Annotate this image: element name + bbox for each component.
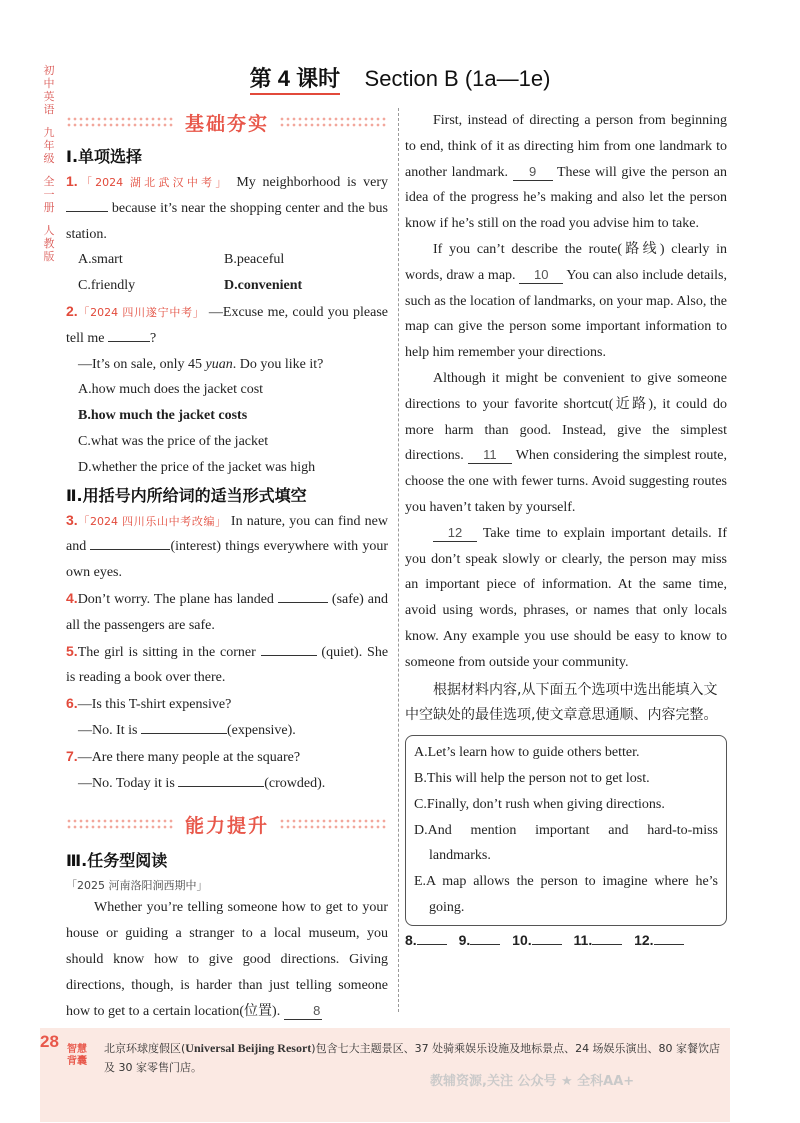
reading-para-4	[405, 366, 727, 521]
option-a[interactable]: A.how much does the jacket cost	[78, 382, 264, 398]
answer-blank[interactable]	[90, 535, 170, 550]
answer-blank[interactable]	[592, 930, 622, 945]
answer-blank[interactable]	[532, 930, 562, 945]
answer-label: 9.	[458, 931, 471, 948]
option-d[interactable]: D.And mention important and hard-to-miss landmarks.	[414, 822, 718, 864]
option-b[interactable]: B.This will help the person not to get lost.	[414, 770, 650, 786]
reading-para-1	[66, 895, 388, 1024]
side-char: 初	[43, 64, 55, 77]
paragraph-text: Although it might be convenient to give someone directions to your favorite shortcut(近路), it could do more harm than good. Instead, give the simplest directions.	[405, 370, 727, 464]
side-char: 册	[43, 201, 55, 214]
option-b[interactable]: B.how much the jacket costs	[78, 408, 248, 424]
wisdom-badge: 智慧背囊	[67, 1044, 87, 1067]
lesson-suffix: 课时	[296, 66, 341, 91]
side-label	[40, 64, 58, 263]
option-e[interactable]: E.A map allows the person to imagine where he’s going.	[414, 874, 718, 915]
question-number: 5.	[66, 642, 78, 659]
question-source: 「2024 湖北武汉中考」	[77, 176, 230, 189]
banner-dots	[66, 116, 175, 128]
column-divider	[398, 108, 399, 1012]
banner-dots	[279, 116, 388, 128]
question-number: 4.	[66, 589, 78, 606]
question-text: and all the passengers are safe.	[66, 591, 389, 633]
reading-source: 「2025 河南洛阳涧西期中」	[66, 879, 208, 893]
paragraph-text: First, instead of directing a person from beginning to end, think of it as directing him from one landmark to another landmark.	[405, 113, 727, 180]
question-2	[66, 299, 388, 352]
section-title: Section B (1a—1e)	[364, 66, 551, 91]
footer-text-part: )包含七大主题景区、37 处骑乘娱乐设施及地标景点、24 场娱乐演出、80 家餐饮店及 30 家零售门店。	[104, 1042, 721, 1074]
question-text: She is reading a book over there.	[66, 644, 389, 686]
question-number: 3.	[66, 511, 78, 528]
dialogue-line: . Do you like it?	[232, 356, 324, 372]
paragraph-text: Take time to explain important details. If you don’t speak slowly or clearly, the person may miss an important piece of information. At the same time, avoid using words, phrases, or names that only locals know. Any example you use should be easy to know to someone from outside your community.	[405, 525, 727, 670]
dialogue-italic: yuan	[205, 356, 233, 372]
word-hint: (crowded).	[264, 775, 326, 791]
lesson-prefix: 第	[249, 66, 272, 91]
watermark: 教辅资源,关注 公众号 ★ 全科AA+	[430, 1074, 635, 1089]
question-4	[66, 586, 388, 639]
options-1	[66, 247, 388, 299]
blank-10[interactable]: 10	[519, 267, 563, 284]
question-text: The girl is sitting in the corner	[77, 644, 256, 660]
question-6	[66, 691, 388, 718]
answer-blank[interactable]	[261, 641, 317, 656]
question-text: —No. It is	[78, 722, 138, 738]
question-6-answer	[66, 718, 388, 744]
paragraph-text: If you can’t describe the route(路线) clearly in words, draw a map.	[405, 241, 727, 283]
question-number: 6.	[66, 695, 78, 712]
answer-blank[interactable]	[178, 772, 264, 787]
options-2	[66, 377, 388, 480]
answer-blank[interactable]	[654, 930, 684, 945]
footer-text-part: 北京环球度假区(	[104, 1042, 186, 1055]
question-7-answer	[66, 771, 388, 797]
answer-label: 11.	[573, 931, 593, 948]
answer-label: 8.	[405, 931, 417, 948]
word-hint: (safe)	[331, 591, 364, 607]
question-text: —Excuse me, could you please tell me	[66, 304, 388, 346]
footer-text-bold: Universal Beijing Resort	[185, 1041, 312, 1055]
answer-label: 12.	[634, 931, 654, 948]
page-title	[0, 62, 800, 93]
word-hint: (quiet).	[321, 644, 363, 660]
answer-blank[interactable]	[141, 719, 227, 734]
question-3	[66, 508, 388, 586]
banner-dots	[279, 818, 388, 830]
side-char: 人	[43, 224, 55, 237]
reading-para-3	[405, 237, 727, 366]
side-char: 中	[43, 77, 55, 90]
lesson-label	[250, 66, 341, 95]
option-d[interactable]: D.whether the price of the jacket was high	[78, 459, 316, 475]
blank-9[interactable]: 9	[513, 164, 553, 181]
word-hint: (expensive).	[227, 722, 296, 738]
paragraph-text: When considering the simplest route, choose the one with fewer turns. Avoid suggesting routes you haven’t taken by yourself.	[405, 448, 727, 515]
banner-basic	[66, 108, 388, 136]
banner-improve	[66, 810, 388, 838]
paragraph-text: Whether you’re telling someone how to get to your house or guiding a stranger to a local museum, you should know how to give good directions. Giving directions, though, is harder than just telling someone how to get to a certain location(位置).	[66, 900, 388, 1019]
option-c[interactable]: C.Finally, don’t rush when giving directions.	[414, 796, 665, 812]
answer-blank[interactable]	[66, 197, 108, 212]
banner-dots	[66, 818, 175, 830]
blank-11[interactable]: 11	[468, 447, 512, 464]
reading-para-5	[405, 521, 727, 676]
left-column	[66, 108, 388, 1024]
question-text: —Are there many people at the square?	[77, 749, 301, 765]
right-column	[405, 108, 727, 948]
section-heading-1: Ⅰ.单项选择	[66, 147, 143, 166]
question-7	[66, 744, 388, 771]
answer-label: 10.	[512, 931, 532, 948]
answer-blank[interactable]	[417, 930, 447, 945]
page-number: 28	[40, 1032, 59, 1051]
side-char: 级	[43, 152, 55, 165]
side-char: 英	[43, 90, 55, 103]
dialogue-2	[66, 352, 388, 378]
side-char: 全	[43, 175, 55, 188]
side-char: 九	[43, 126, 55, 139]
option-c[interactable]: C.what was the price of the jacket	[78, 433, 269, 449]
question-text: because it’s near the shopping center and the bus station.	[66, 200, 388, 242]
question-source: 「2024 四川乐山中考改编」	[77, 514, 227, 528]
word-hint: (interest)	[170, 539, 221, 555]
question-text: ?	[150, 330, 157, 346]
lesson-number: 4	[277, 66, 290, 91]
question-text: —No. Today it is	[78, 775, 175, 791]
answer-blank[interactable]	[278, 588, 328, 603]
question-text: things everywhere with your own eyes.	[66, 539, 388, 581]
options-box	[405, 735, 727, 926]
section-heading-3: Ⅲ.任务型阅读	[66, 851, 168, 871]
side-char: 版	[43, 250, 55, 263]
question-text: In nature, you can find new and	[66, 513, 389, 555]
section-heading-2: Ⅱ.用括号内所给词的适当形式填空	[66, 485, 307, 505]
blank-12[interactable]: 12	[433, 525, 477, 542]
question-text: Don’t worry. The plane has landed	[77, 591, 274, 607]
option-a[interactable]: A.Let’s learn how to guide others better.	[414, 745, 640, 761]
question-source: 「2024 四川遂宁中考」	[77, 305, 205, 319]
blank-8[interactable]: 8	[284, 1003, 322, 1020]
reading-para-2	[405, 108, 727, 237]
option-b[interactable]: B.peaceful	[224, 252, 285, 268]
question-number: 1.	[66, 173, 78, 189]
option-a[interactable]: A.smart	[78, 252, 123, 268]
reading-instruction: 根据材料内容,从下面五个选项中选出能填入文中空缺处的最佳选项,使文章意思通顺、内容完整。	[405, 681, 718, 724]
dialogue-line: —It’s on sale, only 45	[78, 356, 203, 372]
side-char: 教	[43, 237, 55, 250]
answer-row	[405, 930, 727, 948]
side-char: 年	[43, 139, 55, 152]
question-5	[66, 639, 388, 692]
banner-title: 能力提升	[185, 814, 270, 837]
question-text: My neighborhood is very	[236, 175, 388, 190]
paragraph-text: These will give the person an idea of the progress he’s making and also let the person know if he’s still on the road you advise him to take.	[405, 164, 728, 232]
paragraph-text: You can also include details, such as the location of landmarks, on your map. Also, the map can give the person some important information to help him remember your directions.	[405, 267, 727, 361]
side-char: 一	[43, 188, 55, 201]
option-d[interactable]: D.convenient	[224, 278, 303, 294]
question-number: 2.	[66, 302, 78, 319]
answer-blank[interactable]	[470, 930, 500, 945]
answer-blank[interactable]	[108, 327, 150, 342]
option-c[interactable]: C.friendly	[78, 278, 136, 294]
question-text: —Is this T-shirt expensive?	[77, 697, 232, 713]
question-number: 7.	[66, 747, 78, 764]
question-1	[66, 169, 388, 247]
side-char: 语	[43, 103, 55, 116]
banner-title: 基础夯实	[185, 112, 270, 135]
